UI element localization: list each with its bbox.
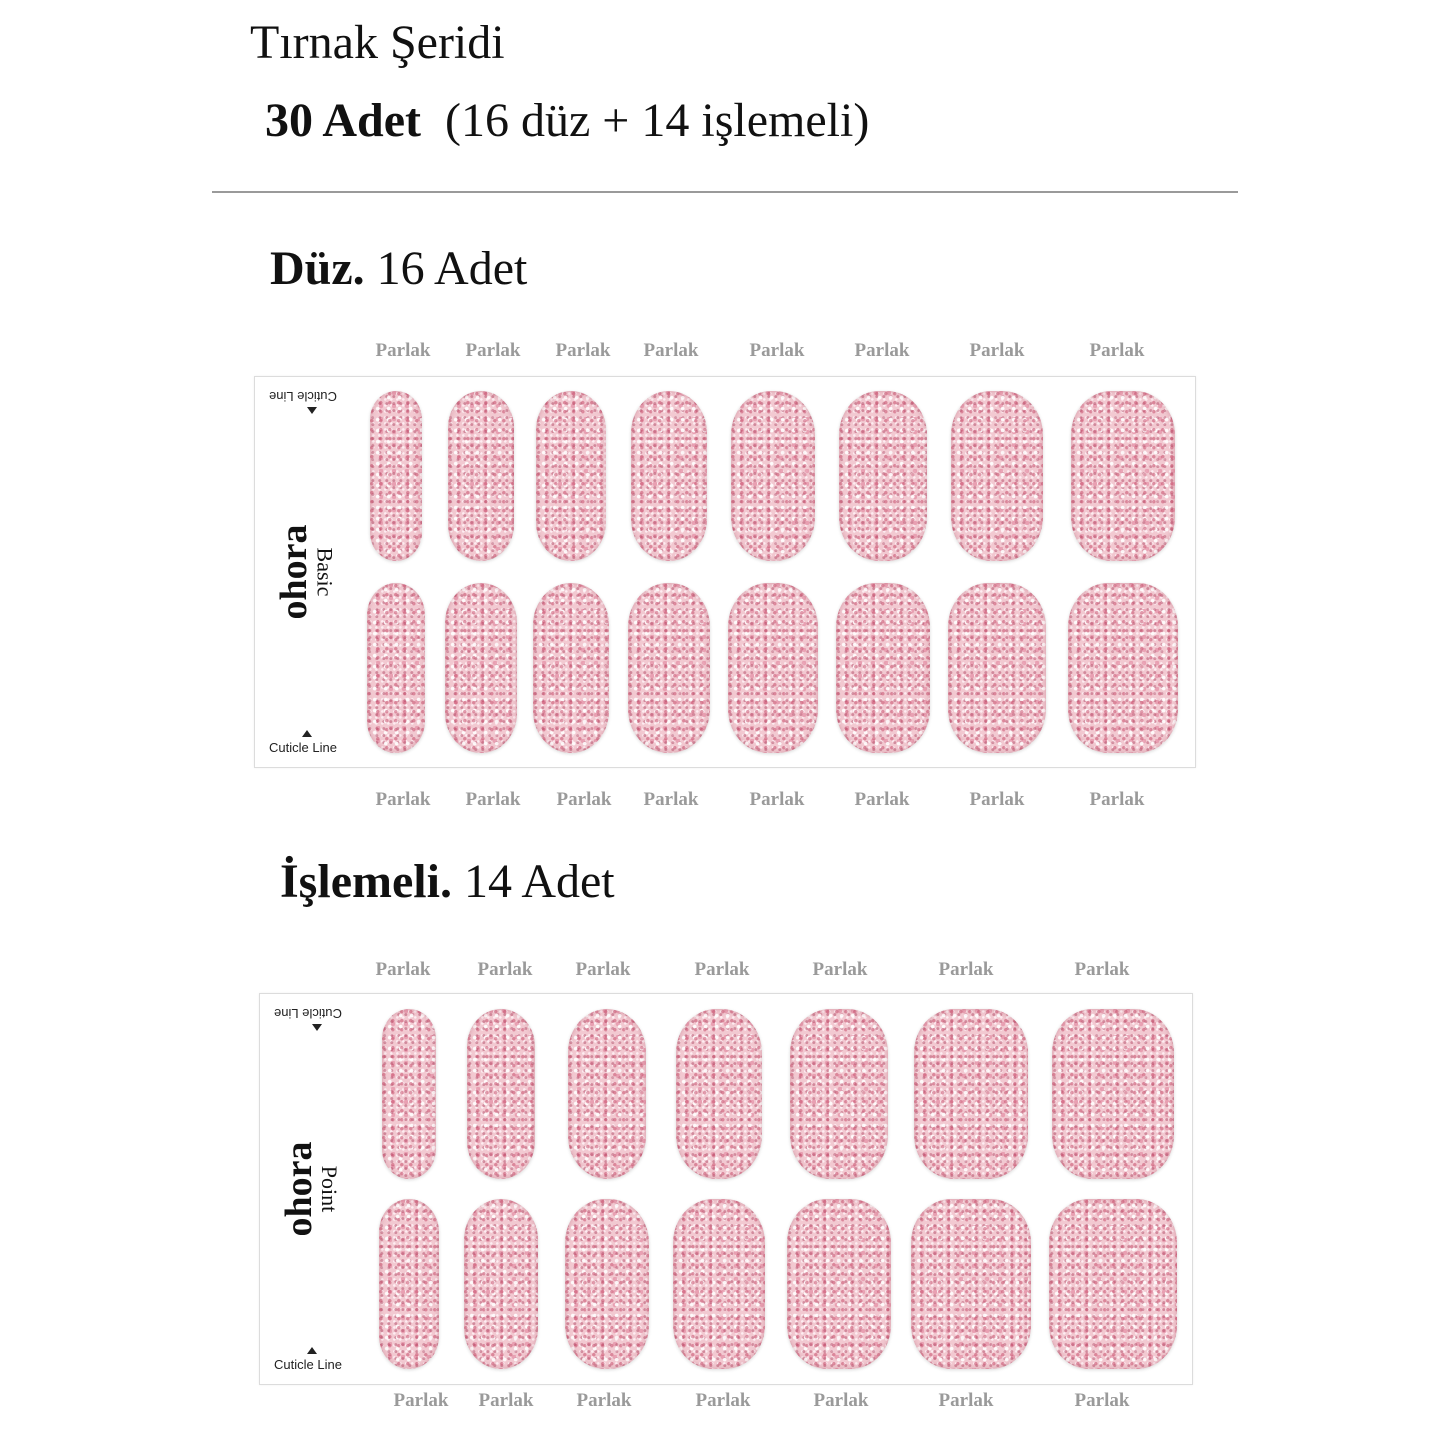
- nail-sticker: [533, 583, 609, 753]
- finish-label: Parlak: [375, 340, 431, 361]
- piece-count-total: 30 Adet: [265, 94, 421, 147]
- finish-label: Parlak: [969, 340, 1025, 361]
- finish-label: Parlak: [375, 789, 431, 810]
- finish-label: Parlak: [465, 340, 521, 361]
- section-heading-count: 14 Adet: [463, 855, 615, 908]
- nail-sticker: [731, 391, 815, 561]
- finish-label: Parlak: [393, 1390, 449, 1411]
- section-heading-label: Düz.: [270, 242, 365, 295]
- nail-sticker: [367, 583, 425, 753]
- section-heading-decorated: [280, 853, 615, 911]
- nail-sticker: [676, 1009, 762, 1179]
- finish-label: Parlak: [643, 340, 699, 361]
- brand-logo: [275, 492, 355, 652]
- cuticle-line-label-top: Cuticle Line: [274, 1006, 342, 1021]
- finish-label: Parlak: [938, 1390, 994, 1411]
- finish-label: Parlak: [575, 959, 631, 980]
- nail-sticker: [1052, 1009, 1174, 1179]
- arrow-down-icon: [307, 407, 317, 414]
- nail-sheet-plain: [254, 376, 1196, 768]
- finish-label: Parlak: [576, 1390, 632, 1411]
- nail-sticker: [836, 583, 930, 753]
- finish-label: Parlak: [477, 959, 533, 980]
- nail-sticker: [565, 1199, 649, 1369]
- piece-count-detail: (16 düz + 14 işlemeli): [445, 94, 870, 147]
- nail-sticker: [628, 583, 710, 753]
- nail-sticker: [1068, 583, 1178, 753]
- finish-label: Parlak: [1089, 789, 1145, 810]
- arrow-up-icon: [302, 730, 312, 737]
- finish-label: Parlak: [749, 789, 805, 810]
- finish-label: Parlak: [555, 340, 611, 361]
- section-heading-plain: [270, 240, 527, 298]
- product-line: Point: [317, 1165, 343, 1213]
- nail-sticker: [370, 391, 422, 561]
- nail-sticker: [787, 1199, 891, 1369]
- nail-sticker: [728, 583, 818, 753]
- nail-sticker: [839, 391, 927, 561]
- nail-sticker: [464, 1199, 538, 1369]
- section-heading-label: İşlemeli.: [280, 855, 452, 908]
- arrow-down-icon: [312, 1024, 322, 1031]
- nail-sticker: [448, 391, 514, 561]
- finish-label: Parlak: [478, 1390, 534, 1411]
- finish-label: Parlak: [1074, 959, 1130, 980]
- finish-label: Parlak: [643, 789, 699, 810]
- nail-sticker: [536, 391, 606, 561]
- finish-label: Parlak: [969, 789, 1025, 810]
- nail-sticker: [911, 1199, 1031, 1369]
- product-line: Basic: [312, 547, 338, 597]
- finish-label: Parlak: [465, 789, 521, 810]
- nail-sticker: [914, 1009, 1028, 1179]
- nail-sticker: [382, 1009, 436, 1179]
- nail-sticker: [467, 1009, 535, 1179]
- sheet-side-panel: [255, 377, 365, 767]
- brand-name: ohora: [278, 1141, 320, 1237]
- finish-label: Parlak: [556, 789, 612, 810]
- finish-label: Parlak: [813, 1390, 869, 1411]
- finish-label: Parlak: [695, 1390, 751, 1411]
- nail-sticker: [379, 1199, 439, 1369]
- finish-label: Parlak: [1089, 340, 1145, 361]
- nail-sticker: [631, 391, 707, 561]
- cuticle-line-label-bottom: Cuticle Line: [269, 740, 337, 755]
- finish-label: Parlak: [938, 959, 994, 980]
- nail-sticker: [790, 1009, 888, 1179]
- finish-label: Parlak: [749, 340, 805, 361]
- section-heading-count: 16 Adet: [376, 242, 528, 295]
- nail-sticker: [568, 1009, 646, 1179]
- sheet-side-panel: [260, 994, 370, 1384]
- divider: [212, 191, 1238, 193]
- brand-logo: [280, 1109, 360, 1269]
- brand-name: ohora: [273, 524, 315, 620]
- finish-label: Parlak: [854, 340, 910, 361]
- finish-label: Parlak: [1074, 1390, 1130, 1411]
- finish-label: Parlak: [694, 959, 750, 980]
- nail-sticker: [948, 583, 1046, 753]
- nail-sticker: [1049, 1199, 1177, 1369]
- finish-label: Parlak: [375, 959, 431, 980]
- nail-sticker: [673, 1199, 765, 1369]
- nail-sticker: [445, 583, 517, 753]
- nail-sticker: [951, 391, 1043, 561]
- cuticle-line-label-bottom: Cuticle Line: [274, 1357, 342, 1372]
- page-title: Tırnak Şeridi: [250, 16, 505, 69]
- piece-count: [265, 92, 869, 150]
- cuticle-line-label-top: Cuticle Line: [269, 389, 337, 404]
- nail-sticker: [1071, 391, 1175, 561]
- nail-sheet-decorated: [259, 993, 1193, 1385]
- finish-label: Parlak: [812, 959, 868, 980]
- finish-label: Parlak: [854, 789, 910, 810]
- arrow-up-icon: [307, 1347, 317, 1354]
